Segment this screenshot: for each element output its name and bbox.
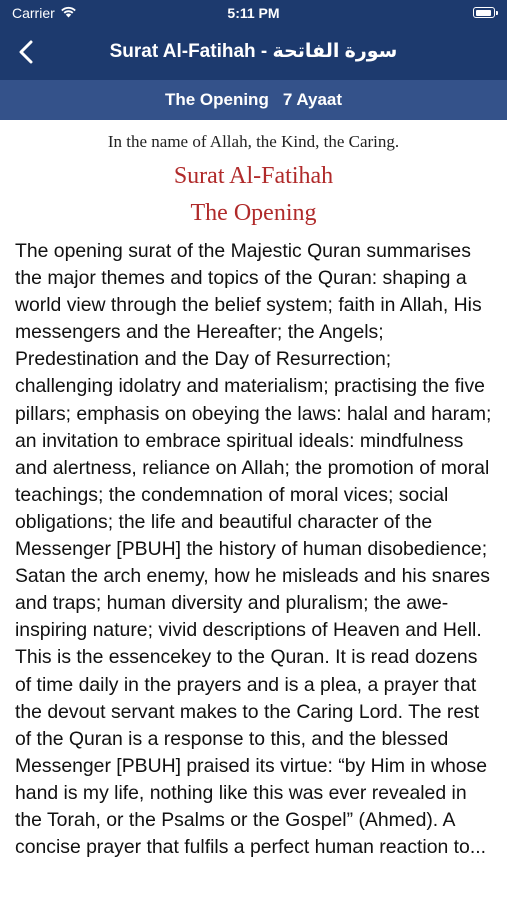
battery-icon: [473, 7, 495, 18]
chevron-left-icon: [18, 40, 34, 69]
surah-info-bar: [0, 80, 507, 120]
surah-subtitle: The Opening: [190, 200, 317, 226]
content-area[interactable]: [0, 120, 507, 861]
surah-english-name: The Opening: [164, 90, 269, 109]
battery-level: [476, 10, 491, 16]
back-button[interactable]: [8, 34, 44, 74]
status-bar: [0, 0, 507, 28]
intro-paragraph: The opening surat of the Majestic Quran summarises the major themes and topics of the Quran: shaping a world view through the belief system; faith in Allah, His messengers and the Hereafter; the Angels; Predestination and the Day of Resurrection; challenging idolatry and materialism; practising the five pillars; emphasis on obeying the laws: halal and haram; an invitation to embrace spiritual ideals: mindfulness and alertness, reliance on Allah; the promotion of moral teachings; the condemnation of moral vices; social obligations; the life and beautiful character of the Messenger [PBUH] the history of human disobedience; Satan the arch enemy, how he misleads and his snares and traps; human diversity and pluralism; the awe-inspiring nature; vivid descriptions of Heaven and Hell. This is the essencekey to the Quran. It is read dozens of time daily in the prayers and is a plea, a prayer that the devout servant makes to the Caring Lord. The rest of the Quran is a response to this, and the blessed Messenger [PBUH] praised its virtue: “by Him in whose hand is my life, nothing like this was ever revealed in the Torah, or the Psalms or the Gospel” (Ahmed). A concise prayer that fulfils a perfect human reaction to...: [15, 240, 492, 859]
status-time: 5:11 PM: [227, 5, 280, 21]
surah-title: Surat Al-Fatihah: [173, 163, 334, 189]
carrier-label: Carrier: [12, 5, 55, 21]
header: [0, 0, 507, 80]
nav-bar: [0, 28, 507, 80]
nav-title: Surat Al-Fatihah - سورة الفاتحة: [109, 41, 398, 62]
bismillah-text: In the name of Allah, the Kind, the Caring.: [107, 132, 400, 151]
ayaat-count: 7 Ayaat: [282, 90, 343, 109]
